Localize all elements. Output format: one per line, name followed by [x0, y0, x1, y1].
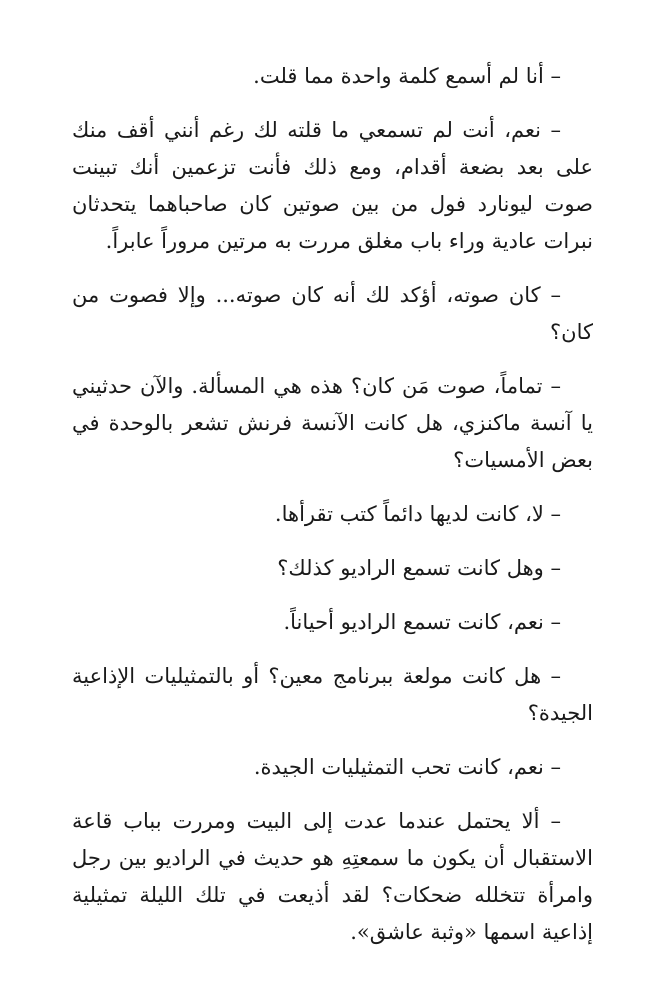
dialogue-paragraph-9: – نعم، كانت تحب التمثيليات الجيدة.	[253, 755, 561, 779]
dialogue-paragraph-10: – ألا يحتمل عندما عدت إلى البيت ومررت بباب قاعة الاستقبال أن يكون ما سمعتِهِ هو حديث في الراديو بين رجل وامرأة تتخلله ضحكات؟ لقد أذيعت في تلك الليلة تمثيلية إذاعية اسمها «وثبة عاشق».	[72, 809, 593, 944]
dialogue-paragraph-1: – أنا لم أسمع كلمة واحدة مما قلت.	[253, 64, 561, 88]
book-page	[72, 58, 593, 968]
dialogue-paragraph-7: – نعم، كانت تسمع الراديو أحياناً.	[283, 610, 561, 634]
dialogue-paragraph-2: – نعم، أنت لم تسمعي ما قلته لك رغم أنني أقف منك على بعد بضعة أقدام، ومع ذلك فأنت تزعمين أنك تبينت صوت ليونارد فول من بين صوتين كان صاحباهما يتحدثان نبرات عادية وراء باب مغلق مررت به مرتين مروراً عابراً.	[72, 118, 593, 253]
dialogue-paragraph-8: – هل كانت مولعة ببرنامج معين؟ أو بالتمثيليات الإذاعية الجيدة؟	[72, 664, 593, 725]
dialogue-paragraph-4: – تماماً، صوت مَن كان؟ هذه هي المسألة. والآن حدثيني يا آنسة ماكنزي، هل كانت الآنسة فرنش تشعر بالوحدة في بعض الأمسيات؟	[72, 374, 593, 472]
dialogue-paragraph-6: – وهل كانت تسمع الراديو كذلك؟	[277, 556, 561, 580]
dialogue-paragraph-3: – كان صوته، أؤكد لك أنه كان صوته... وإلا فصوت من كان؟	[72, 283, 593, 344]
dialogue-paragraph-5: – لا، كانت لديها دائماً كتب تقرأها.	[274, 502, 561, 526]
